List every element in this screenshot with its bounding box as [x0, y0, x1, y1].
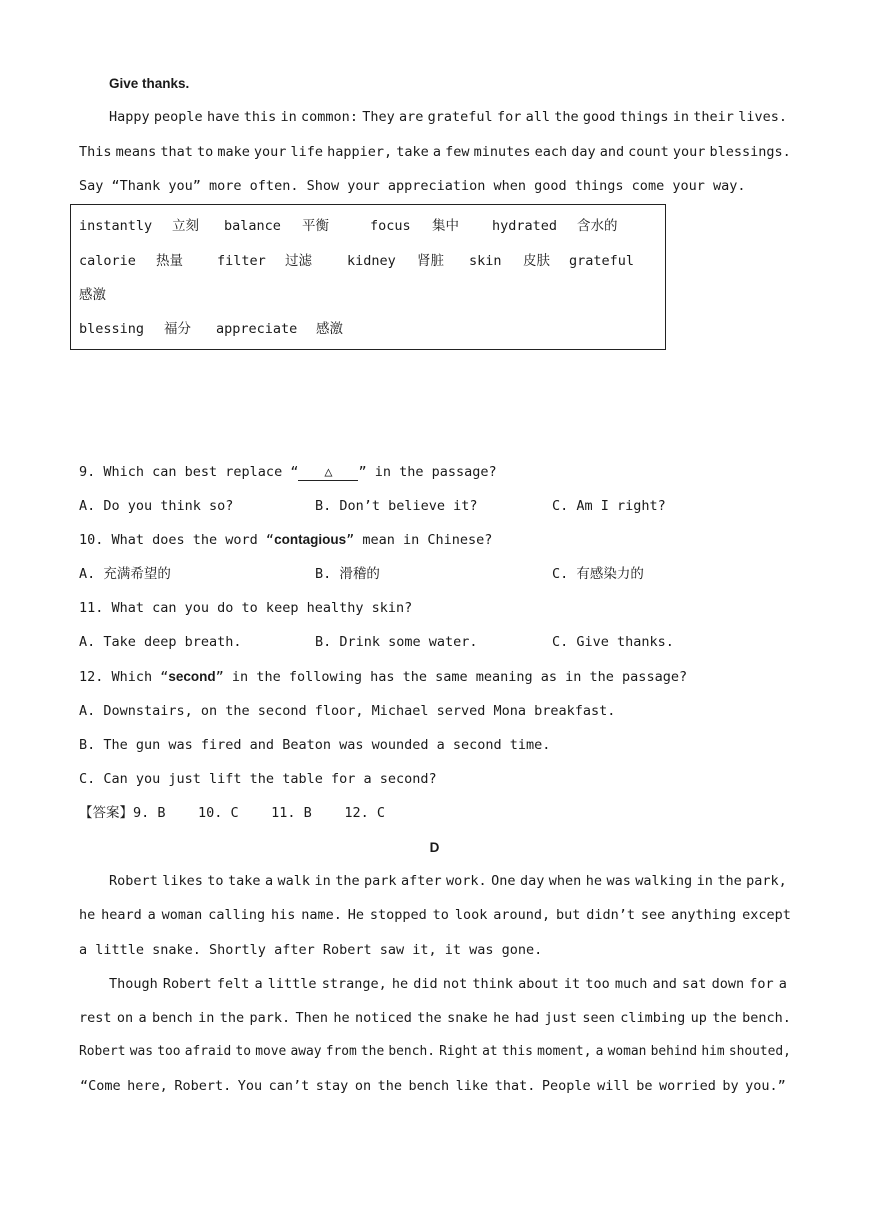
vocab-meaning: 立刻 — [172, 218, 199, 234]
word: he — [493, 1010, 510, 1026]
word: see — [640, 907, 666, 923]
word: afraid — [184, 1044, 232, 1059]
word: “Come — [80, 1078, 121, 1094]
word: move — [255, 1044, 287, 1059]
vocab-word: focus — [370, 218, 411, 234]
word: he — [333, 1010, 350, 1026]
word: like — [455, 1078, 489, 1094]
word: Though — [109, 976, 158, 992]
word: him — [701, 1044, 725, 1059]
word: strange, — [321, 976, 387, 992]
word: was — [606, 873, 631, 889]
option-b: B. The gun was fired and Beaton was wounded a second time. — [79, 737, 551, 753]
word: in — [198, 1010, 215, 1026]
word: Happy — [109, 109, 150, 125]
word: except — [742, 907, 791, 923]
word: the — [219, 1010, 245, 1026]
word: in — [280, 109, 297, 125]
word: after — [400, 873, 442, 889]
word: that — [160, 144, 193, 160]
word: a — [147, 907, 156, 923]
question-text: 10. What does the word “ — [79, 532, 275, 548]
word: felt — [216, 976, 250, 992]
paragraph-line — [109, 871, 787, 891]
word: Right — [439, 1044, 478, 1059]
word: life — [290, 144, 324, 160]
option-c: C. Give thanks. — [552, 634, 674, 650]
word: when — [548, 873, 582, 889]
word: park, — [746, 873, 787, 889]
word: work. — [446, 873, 487, 889]
word: day — [519, 873, 545, 889]
answer-text: 9. B 10. C 11. B 12. C — [133, 805, 385, 821]
word: your — [672, 144, 706, 160]
paragraph-line — [80, 1076, 786, 1096]
word: bench. — [742, 1010, 791, 1026]
word: anything — [671, 907, 737, 923]
word: from — [325, 1044, 357, 1059]
option-c: C. Can you just lift the table for a second? — [79, 771, 437, 787]
section-title: D — [429, 840, 440, 855]
word: a — [264, 873, 274, 889]
question-11: 11. What can you do to keep healthy skin? — [79, 600, 413, 616]
word: people — [153, 109, 203, 125]
word: up — [690, 1010, 707, 1026]
word: this — [243, 109, 277, 125]
word: park — [364, 873, 397, 889]
word: good — [582, 109, 616, 125]
word: it — [563, 976, 581, 992]
word: just — [544, 1010, 577, 1026]
word: worried — [658, 1078, 716, 1094]
word: not — [442, 976, 468, 992]
word: the — [554, 109, 579, 125]
word: park. — [249, 1010, 291, 1026]
answer-blank: △ — [298, 464, 358, 481]
paragraph-line — [79, 905, 791, 925]
word: stay — [315, 1078, 349, 1094]
option-c: C. Am I right? — [552, 498, 666, 514]
vocab-word: balance — [224, 218, 281, 234]
vocab-meaning: 热量 — [156, 253, 183, 269]
word: a — [778, 976, 787, 992]
question-9 — [79, 462, 497, 482]
word: bench. — [388, 1044, 435, 1059]
word: he — [585, 873, 602, 889]
word: on — [354, 1078, 372, 1094]
word: have — [206, 109, 240, 125]
word: in — [672, 109, 690, 125]
option-a: A. Downstairs, on the second floor, Michael served Mona breakfast. — [79, 703, 616, 719]
paragraph-line — [79, 1042, 791, 1062]
word: the — [712, 1010, 737, 1026]
word: noticed — [355, 1010, 412, 1026]
vocab-meaning: 过滤 — [285, 253, 312, 269]
word: can’t — [268, 1078, 310, 1094]
word: take — [228, 873, 261, 889]
paragraph-line — [109, 974, 787, 994]
word: happier, — [327, 144, 393, 160]
option-b: B. 滑稽的 — [315, 566, 380, 582]
question-text: 9. Which can best replace “ — [79, 464, 299, 480]
vocab-word: skin — [469, 253, 502, 269]
word: at — [482, 1044, 498, 1059]
word: around, — [493, 907, 551, 923]
vocab-word: grateful — [569, 253, 635, 269]
word: the — [335, 873, 360, 889]
vocab-word: calorie — [79, 253, 136, 269]
word: Robert. — [174, 1078, 232, 1094]
word: their — [693, 109, 734, 125]
word: They — [362, 109, 395, 125]
word: are — [399, 109, 424, 125]
word: One — [491, 873, 516, 889]
option-c: C. 有感染力的 — [552, 566, 644, 582]
word: walk — [277, 873, 311, 889]
word: look — [454, 907, 488, 923]
vocab-meaning: 感激 — [79, 287, 106, 303]
vocab-word: hydrated — [492, 218, 558, 234]
word: the — [377, 1078, 402, 1094]
paragraph-line — [109, 107, 787, 127]
word: did — [413, 976, 438, 992]
question-text: ” in the passage? — [358, 464, 497, 480]
word: this — [501, 1044, 533, 1059]
word: name. — [301, 907, 342, 923]
question-12 — [79, 667, 687, 687]
vocabulary-box — [70, 204, 666, 350]
word: the — [717, 873, 742, 889]
vocab-meaning: 集中 — [432, 218, 459, 234]
paragraph-line — [79, 1008, 791, 1028]
word: too — [157, 1044, 181, 1059]
word: seen — [582, 1010, 615, 1026]
word: This — [79, 144, 112, 160]
word: common: — [301, 109, 358, 125]
option-a: A. Take deep breath. — [79, 634, 242, 650]
word: his — [270, 907, 296, 923]
option-b: B. Don’t believe it? — [315, 498, 478, 514]
word: lives. — [738, 109, 787, 125]
word: woman — [161, 907, 203, 923]
answer-label: 【答案】 — [79, 805, 133, 821]
word: and — [599, 144, 625, 160]
word: but — [555, 907, 581, 923]
word: was — [129, 1044, 154, 1059]
vocab-word: instantly — [79, 218, 153, 234]
word: few — [445, 144, 470, 160]
word: take — [396, 144, 429, 160]
keyword: contagious — [274, 532, 347, 547]
paragraph-line: Say “Thank you” more often. Show your appreciation when good things come your way. — [79, 178, 746, 194]
word: likes — [162, 873, 203, 889]
word: away — [290, 1044, 322, 1059]
word: woman — [607, 1044, 647, 1059]
word: a — [138, 1010, 147, 1026]
word: in — [696, 873, 713, 889]
word: and — [652, 976, 677, 992]
word: Robert — [162, 976, 212, 992]
question-10 — [79, 530, 492, 550]
word: on — [116, 1010, 134, 1026]
word: bench — [152, 1010, 193, 1026]
word: he — [391, 976, 409, 992]
word: You — [237, 1078, 263, 1094]
question-text: ” in the following has the same meaning as in the passage? — [215, 669, 688, 685]
word: about — [518, 976, 559, 992]
vocab-word: kidney — [347, 253, 396, 269]
word: count — [628, 144, 669, 160]
vocab-meaning: 感激 — [316, 321, 343, 337]
question-text: 12. Which “ — [79, 669, 169, 685]
word: in — [314, 873, 331, 889]
vocab-word: appreciate — [216, 321, 298, 337]
word: day — [571, 144, 596, 160]
word: for — [496, 109, 522, 125]
word: be — [636, 1078, 653, 1094]
word: the — [417, 1010, 442, 1026]
vocab-word: blessing — [79, 321, 145, 337]
word: Robert — [79, 1044, 126, 1059]
word: to — [196, 144, 214, 160]
word: will — [597, 1078, 630, 1094]
vocab-meaning: 含水的 — [577, 218, 618, 234]
question-text: ” mean in Chinese? — [346, 532, 493, 548]
word: each — [534, 144, 568, 160]
option-b: B. Drink some water. — [315, 634, 478, 650]
word: grateful — [427, 109, 493, 125]
word: things — [619, 109, 669, 125]
word: he — [79, 907, 96, 923]
word: walking — [635, 873, 693, 889]
word: that. — [494, 1078, 536, 1094]
word: snake — [447, 1010, 488, 1026]
paragraph-line — [79, 142, 791, 162]
paragraph-line: a little snake. Shortly after Robert saw it, it was gone. — [79, 942, 543, 958]
word: by — [722, 1078, 739, 1094]
word: down — [711, 976, 745, 992]
word: all — [525, 109, 550, 125]
word: He — [347, 907, 365, 923]
vocab-meaning: 肾脏 — [417, 253, 444, 269]
word: much — [614, 976, 648, 992]
word: had — [514, 1010, 540, 1026]
word: Then — [295, 1010, 328, 1026]
word: didn’t — [586, 907, 636, 923]
word: stopped — [369, 907, 427, 923]
word: here, — [127, 1078, 168, 1094]
word: People — [541, 1078, 591, 1094]
word: minutes — [473, 144, 531, 160]
word: calling — [208, 907, 266, 923]
word: climbing — [620, 1010, 686, 1026]
vocab-meaning: 平衡 — [302, 218, 329, 234]
word: to — [207, 873, 224, 889]
vocab-meaning: 皮肤 — [523, 253, 550, 269]
word: sat — [682, 976, 707, 992]
word: heard — [101, 907, 142, 923]
word: think — [472, 976, 513, 992]
word: shouted, — [728, 1044, 791, 1059]
word: a — [595, 1044, 604, 1059]
vocab-word: filter — [217, 253, 266, 269]
word: the — [360, 1044, 385, 1059]
word: little — [267, 976, 317, 992]
word: to — [235, 1044, 252, 1059]
section-heading: Give thanks. — [109, 76, 190, 91]
word: a — [432, 144, 442, 160]
word: rest — [79, 1010, 112, 1026]
answer-key — [79, 803, 385, 823]
word: make — [217, 144, 250, 160]
word: for — [749, 976, 774, 992]
word: behind — [650, 1044, 698, 1059]
word: you.” — [745, 1078, 786, 1094]
word: your — [253, 144, 287, 160]
word: blessings. — [709, 144, 791, 160]
word: a — [254, 976, 263, 992]
word: to — [432, 907, 449, 923]
option-a: A. 充满希望的 — [79, 566, 171, 582]
word: moment, — [537, 1044, 592, 1059]
word: Robert — [109, 873, 158, 889]
vocab-meaning: 福分 — [164, 321, 191, 337]
word: too — [585, 976, 610, 992]
word: bench — [408, 1078, 450, 1094]
word: means — [115, 144, 157, 160]
keyword: second — [168, 669, 216, 684]
option-a: A. Do you think so? — [79, 498, 234, 514]
